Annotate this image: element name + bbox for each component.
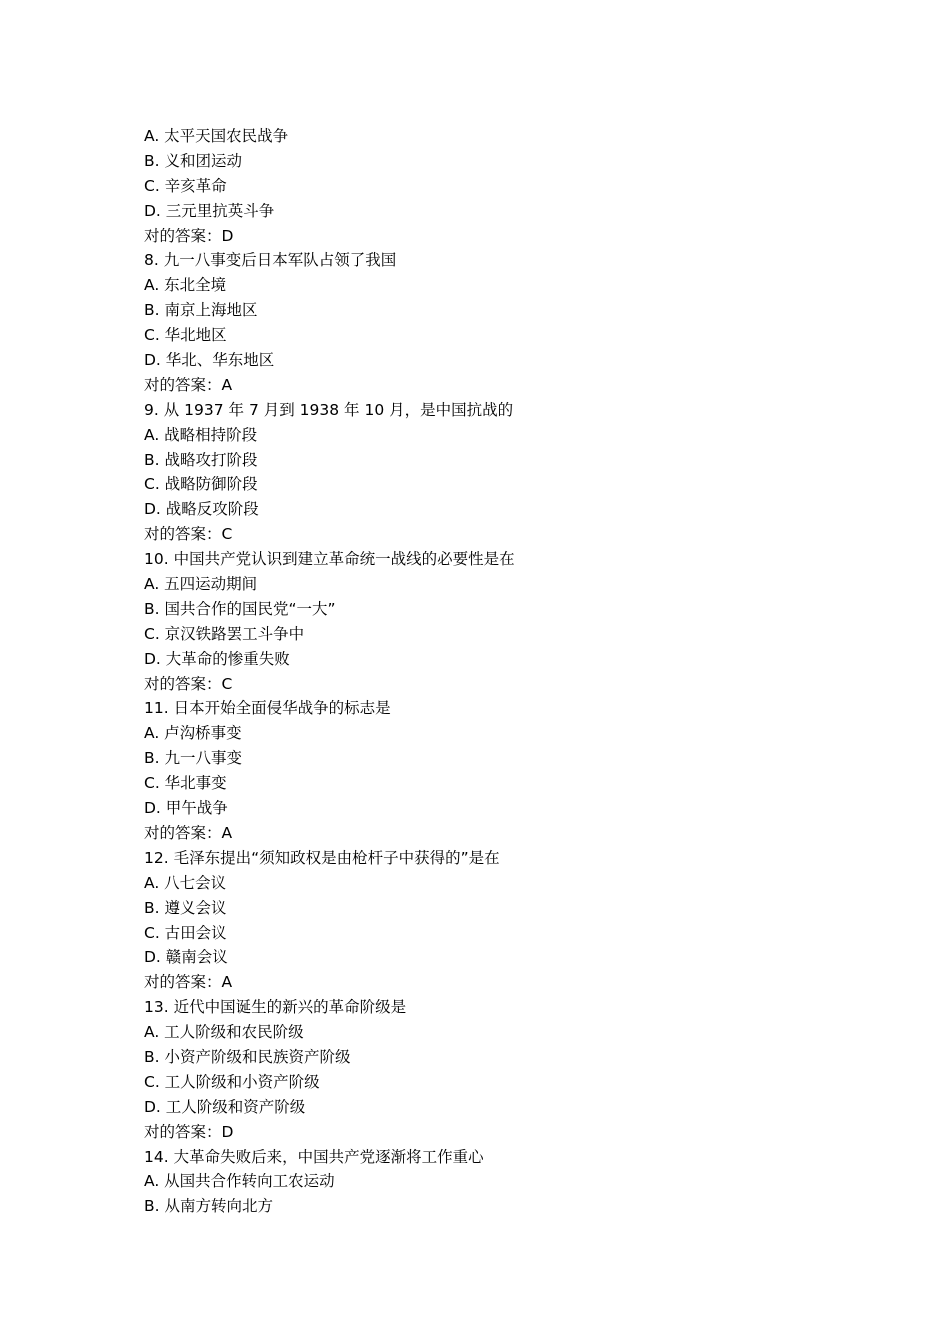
option-line: C. 华北事变 [144, 774, 227, 793]
option-line: B. 南京上海地区 [144, 301, 258, 320]
option-line: B. 义和团运动 [144, 151, 242, 170]
option-line: C. 古田会议 [144, 923, 227, 942]
option-line: A. 卢沟桥事变 [144, 724, 242, 743]
answer-line: 对的答案：A [144, 973, 233, 992]
option-line: B. 国共合作的国民党“一大” [144, 599, 336, 618]
option-line: C. 战略防御阶段 [144, 475, 258, 494]
option-line: D. 大革命的惨重失败 [144, 649, 290, 668]
option-line: A. 战略相持阶段 [144, 425, 258, 444]
option-line: C. 华北地区 [144, 326, 227, 345]
option-line: D. 战略反攻阶段 [144, 500, 259, 519]
document-body [144, 124, 844, 1219]
option-line: C. 工人阶级和小资产阶级 [144, 1072, 320, 1091]
option-line: B. 遵义会议 [144, 898, 227, 917]
option-line: A. 东北全境 [144, 276, 227, 295]
answer-line: 对的答案：C [144, 525, 233, 544]
question-line: 9. 从 1937 年 7 月到 1938 年 10 月，是中国抗战的 [144, 400, 514, 419]
option-line: D. 华北、华东地区 [144, 351, 275, 370]
option-line: A. 从国共合作转向工农运动 [144, 1172, 335, 1191]
option-line: A. 太平天国农民战争 [144, 127, 289, 145]
question-line: 14. 大革命失败后来，中国共产党逐渐将工作重心 [144, 1147, 484, 1166]
option-line: A. 八七会议 [144, 873, 227, 892]
option-line: B. 九一八事变 [144, 749, 242, 768]
option-line: D. 赣南会议 [144, 948, 228, 967]
question-line: 13. 近代中国诞生的新兴的革命阶级是 [144, 998, 407, 1017]
option-line: B. 从南方转向北方 [144, 1197, 273, 1216]
answer-line: 对的答案：A [144, 823, 233, 842]
answer-line: 对的答案：D [144, 1122, 234, 1141]
option-line: D. 工人阶级和资产阶级 [144, 1097, 306, 1116]
option-line: B. 小资产阶级和民族资产阶级 [144, 1047, 351, 1066]
answer-line: 对的答案：A [144, 375, 233, 394]
option-line: B. 战略攻打阶段 [144, 450, 258, 469]
question-line: 10. 中国共产党认识到建立革命统一战线的必要性是在 [144, 550, 515, 569]
answer-line: 对的答案：C [144, 674, 233, 693]
question-line: 11. 日本开始全面侵华战争的标志是 [144, 699, 391, 718]
option-line: C. 辛亥革命 [144, 176, 227, 195]
option-line: D. 甲午战争 [144, 799, 228, 818]
question-line: 12. 毛泽东提出“须知政权是由枪杆子中获得的”是在 [144, 848, 500, 867]
option-line: A. 五四运动期间 [144, 575, 258, 594]
option-line: D. 三元里抗英斗争 [144, 201, 275, 220]
question-line: 8. 九一八事变后日本军队占领了我国 [144, 251, 397, 270]
answer-line: 对的答案：D [144, 226, 234, 245]
option-line: A. 工人阶级和农民阶级 [144, 1023, 304, 1042]
option-line: C. 京汉铁路罢工斗争中 [144, 624, 305, 643]
